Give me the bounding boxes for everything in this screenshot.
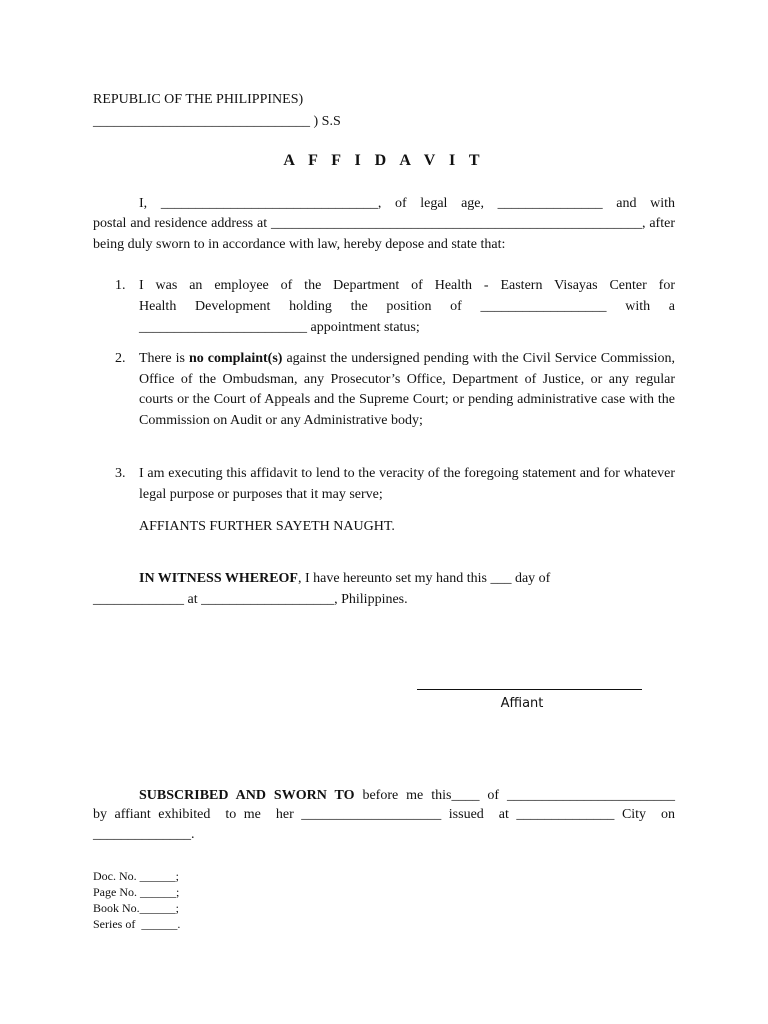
intro-after: , after [641, 216, 675, 231]
intro-address-label: postal and residence address at [93, 216, 268, 231]
item-1-line-2 [139, 297, 675, 318]
position-blank: __________________ [480, 299, 607, 314]
jurat-subscribed: SUBSCRIBED AND SWORN TO [139, 788, 355, 803]
intro-legal-age: , of legal age, [377, 196, 485, 211]
name-blank: _______________________________ [160, 196, 378, 211]
item-1-line-3 [139, 318, 675, 339]
jurat-city-on: City on [621, 807, 676, 822]
witness-whereof: IN WITNESS WHEREOF [139, 571, 298, 586]
item-3-number: 3. [115, 466, 126, 481]
witness-text: , I have hereunto set my hand this [297, 571, 487, 586]
witness-line-2 [93, 590, 675, 611]
book-no: Book No.______; [93, 901, 180, 915]
ss-text: _______________________________ ) S.S [93, 114, 341, 129]
jurat-exhibited: by affiant exhibited to me her [93, 807, 294, 822]
jurat-month-blank: ________________________ [507, 788, 676, 803]
witness-line-1 [139, 569, 675, 590]
jurat-city-blank: ______________ [516, 807, 615, 822]
jurat-issued-at: issued at [448, 807, 509, 822]
witness-place-blank: ___________________ [201, 592, 335, 607]
witness-philippines: , Philippines. [334, 592, 408, 607]
document-title: A F F I D A V I T [283, 152, 485, 169]
jurat-id-blank: ____________________ [301, 807, 442, 822]
series-of: Series of ______. [93, 917, 181, 931]
intro-i: I, [139, 196, 148, 211]
witness-day-of: day of [514, 571, 551, 586]
civil-status-blank: _______________ [497, 196, 603, 211]
intro-line-1 [93, 194, 675, 215]
jurat-of: of [487, 788, 500, 803]
witness-day-blank: ___ [490, 571, 512, 586]
item-2-number: 2. [115, 351, 126, 366]
affiant-label: Affiant [500, 696, 544, 711]
item-2-lead: There is [139, 351, 185, 366]
address-blank: _____________________________________________________ [270, 216, 642, 231]
item-1-line-1: I was an employee of the Department of Health - Eastern Visayas Center for [139, 278, 675, 293]
doc-no: Doc. No. ______; [93, 869, 179, 883]
item-1-with-a: with a [625, 299, 675, 314]
item-1-number: 1. [115, 278, 126, 293]
intro-line-3: being duly sworn to in accordance with law, hereby depose and state that: [93, 237, 506, 252]
affiant-signature-line [417, 689, 642, 690]
jurat-line-1 [139, 786, 675, 807]
item-1-position-label: Health Development holding the position of [139, 299, 462, 314]
page-no: Page No. ______; [93, 885, 180, 899]
appointment-status-blank: ________________________ [139, 320, 307, 335]
item-2-no-complaint: no complaint(s) [188, 351, 283, 366]
jurat-before-me: before me this [362, 788, 452, 803]
witness-month-blank: _____________ [93, 592, 184, 607]
witness-at: at [187, 592, 198, 607]
item-1-appointment-status: appointment status; [310, 320, 420, 335]
republic-text: REPUBLIC OF THE PHILIPPINES) [93, 92, 304, 107]
jurat-line-3: ______________. [93, 827, 195, 842]
ss-line [93, 112, 675, 133]
item-3-text: I am executing this affidavit to lend to the veracity of the foregoing statement and for whatever legal purpose or purposes that it may serve; [139, 466, 675, 502]
republic-header [93, 90, 675, 111]
item-2-text [139, 349, 675, 431]
intro-line-2 [93, 214, 675, 235]
further-sayeth: AFFIANTS FURTHER SAYETH NAUGHT. [139, 519, 395, 534]
item-2-body: against the undersigned pending with the Civil Service Commission, Office of the Ombudsman, any Prosecutor’s Office, Department of Justice, or any regular courts or the Court of Appeals and the Supreme Court; or pending administrative case with the Commission on Audit or any Administrative body; [139, 351, 675, 428]
jurat-day-blank: ____ [451, 788, 480, 803]
jurat-line-2 [93, 805, 675, 826]
notarial-register [93, 868, 180, 932]
intro-and-with: and with [616, 196, 676, 211]
